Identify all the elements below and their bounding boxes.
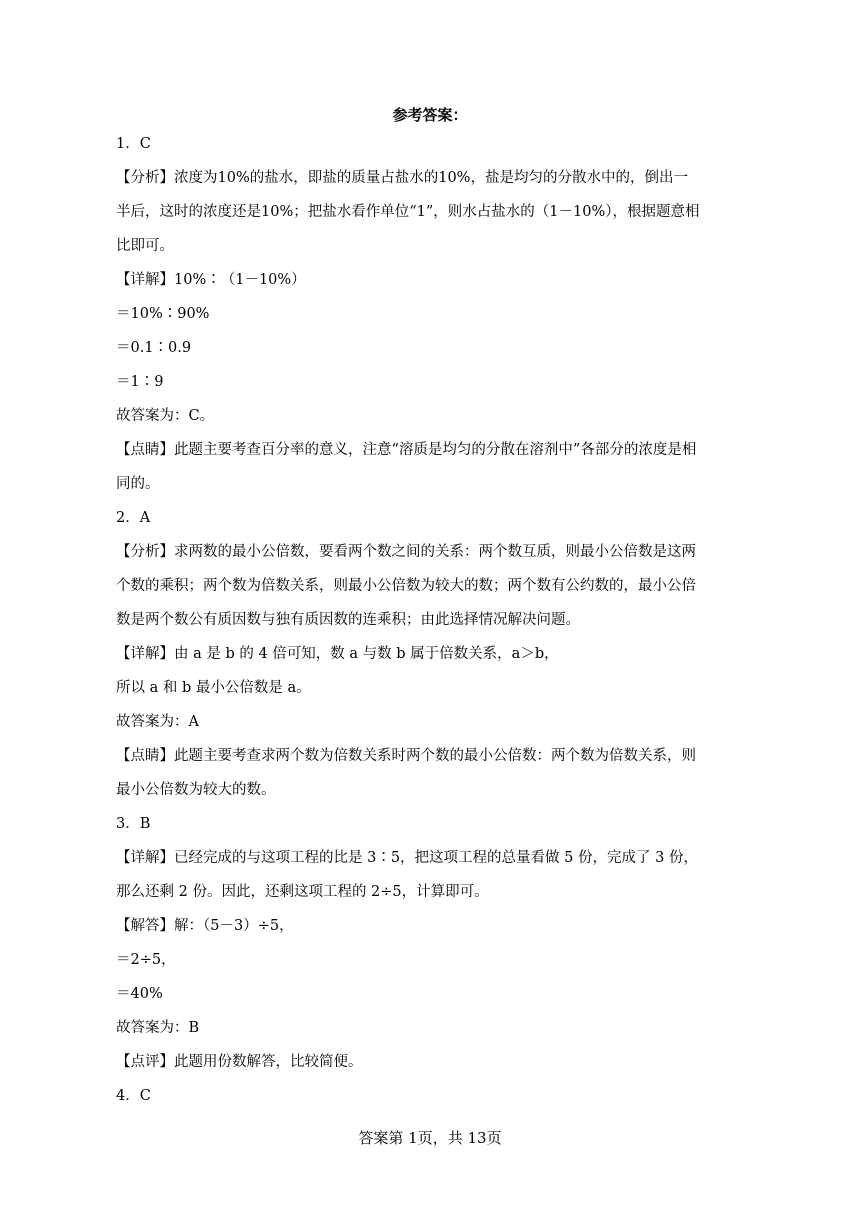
detail-line: ＝1∶9 <box>116 374 164 390</box>
answer-number: 4．C <box>116 1088 151 1104</box>
detail-line: 所以 a 和 b 最小公倍数是 a。 <box>116 680 311 696</box>
analysis-line: 【分析】浓度为10%的盐水，即盐的质量占盐水的10%，盐是均匀的分散水中的，倒出一 <box>116 170 688 186</box>
comment-line: 同的。 <box>116 476 160 492</box>
detail-line: 【详解】已经完成的与这项工程的比是 3∶5，把这项工程的总量看做 5 份，完成了 3 份， <box>116 850 698 866</box>
answer-number: 1．C <box>116 136 151 152</box>
analysis-line: 比即可。 <box>116 238 174 254</box>
comment-line: 【点睛】此题主要考查求两个数为倍数关系时两个数的最小公倍数：两个数为倍数关系，则 <box>116 748 696 764</box>
analysis-line: 个数的乘积；两个数为倍数关系，则最小公倍数为较大的数；两个数有公约数的，最小公倍 <box>116 578 696 594</box>
comment-line: 【点睛】此题主要考查百分率的意义，注意“溶质是均匀的分散在溶剂中”各部分的浓度是相 <box>116 442 697 458</box>
detail-line: 那么还剩 2 份。因此，还剩这项工程的 2÷5，计算即可。 <box>116 884 489 900</box>
page-title: 参考答案： <box>392 106 468 124</box>
detail-line: ＝0.1∶0.9 <box>116 340 192 356</box>
comment-line: 最小公倍数为较大的数。 <box>116 782 276 798</box>
solution-line: ＝2÷5， <box>116 952 176 968</box>
comment-line: 【点评】此题用份数解答，比较简便。 <box>116 1054 363 1070</box>
answer-number: 2．A <box>116 510 151 526</box>
answer-number: 3．B <box>116 816 151 832</box>
conclusion-line: 故答案为：B <box>116 1020 200 1036</box>
analysis-line: 数是两个数公有质因数与独有质因数的连乘积；由此选择情况解决问题。 <box>116 612 580 628</box>
detail-line: ＝10%∶90% <box>116 306 210 322</box>
solution-line: ＝40% <box>116 986 163 1002</box>
page-footer: 答案第 1页，共 13页 <box>358 1129 502 1147</box>
conclusion-line: 故答案为：C。 <box>116 408 215 424</box>
conclusion-line: 故答案为：A <box>116 714 199 730</box>
detail-line: 【详解】由 a 是 b 的 4 倍可知，数 a 与数 b 属于倍数关系，a＞b， <box>116 646 559 662</box>
analysis-line: 半后，这时的浓度还是10%；把盐水看作单位“1”，则水占盐水的（1－10%），根据题意相 <box>116 204 700 220</box>
solution-line: 【解答】解：（5－3）÷5， <box>116 918 294 934</box>
detail-line: 【详解】10%∶（1－10%） <box>116 272 306 288</box>
analysis-line: 【分析】求两数的最小公倍数，要看两个数之间的关系：两个数互质，则最小公倍数是这两 <box>116 544 696 560</box>
